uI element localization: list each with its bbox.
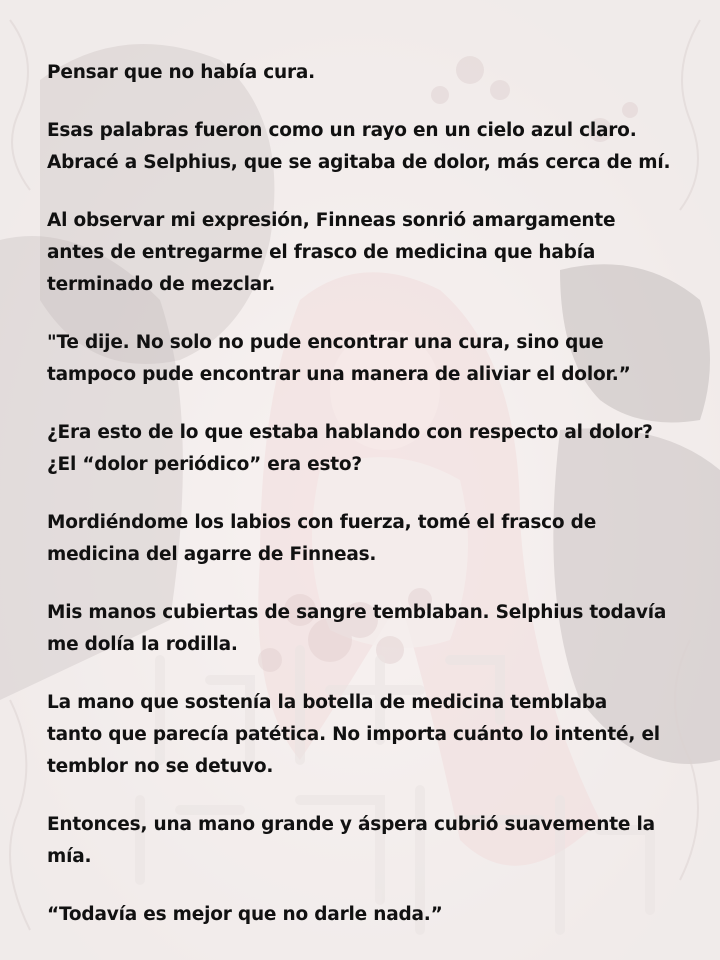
paragraph-1: Pensar que no había cura.: [47, 62, 315, 83]
paragraph-9: Entonces, una mano grande y áspera cubrió suavemente la mía.: [47, 814, 655, 867]
paragraph-10: “Todavía es mejor que no darle nada.”: [47, 904, 443, 925]
paragraph-2: Esas palabras fueron como un rayo en un cielo azul claro. Abracé a Selphius, que se agitaba de dolor, más cerca de mí.: [47, 120, 671, 173]
paragraph-8: La mano que sostenía la botella de medicina temblaba tanto que parecía patética. No importa cuánto lo intenté, el temblor no se detuvo.: [47, 692, 660, 777]
paragraph-6: Mordiéndome los labios con fuerza, tomé el frasco de medicina del agarre de Finneas.: [47, 512, 597, 565]
paragraph-4: "Te dije. No solo no pude encontrar una cura, sino que tampoco pude encontrar una manera de aliviar el dolor.”: [47, 332, 631, 385]
paragraph-3: Al observar mi expresión, Finneas sonrió amargamente antes de entregarme el frasco de medicina que había terminado de mezclar.: [47, 210, 616, 295]
paragraph-5: ¿Era esto de lo que estaba hablando con respecto al dolor? ¿El “dolor periódico” era esto?: [47, 422, 653, 475]
paragraph-7: Mis manos cubiertas de sangre temblaban. Selphius todavía me dolía la rodilla.: [47, 602, 667, 655]
text-column: [47, 57, 687, 957]
